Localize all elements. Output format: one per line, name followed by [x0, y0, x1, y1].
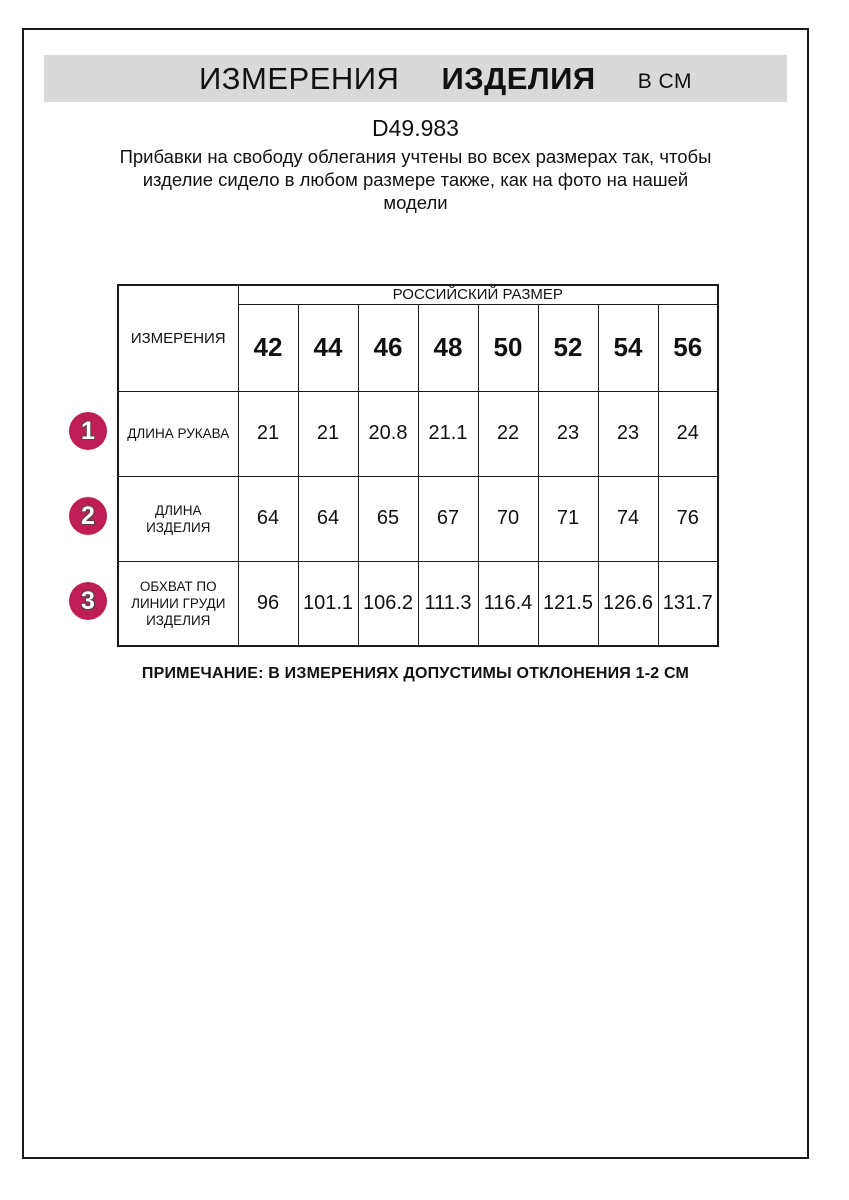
size-header-cell: 48 [418, 304, 478, 391]
size-header-cell: 56 [658, 304, 718, 391]
badge-number: 3 [81, 586, 95, 615]
measurement-value: 106.2 [358, 561, 418, 646]
description-line: Прибавки на свободу облегания учтены во всех размерах так, чтобы [119, 146, 712, 167]
size-table [117, 284, 719, 647]
title-bar [44, 55, 787, 102]
measurement-value: 24 [658, 391, 718, 476]
size-header-cell: 46 [358, 304, 418, 391]
measurement-value: 131.7 [658, 561, 718, 646]
table-header-group-row [118, 285, 718, 304]
measurement-value: 111.3 [418, 561, 478, 646]
size-group-header-cell: РОССИЙСКИЙ РАЗМЕР [238, 285, 718, 304]
measurement-value: 64 [298, 476, 358, 561]
fit-description [24, 145, 807, 214]
measurement-value: 22 [478, 391, 538, 476]
measurement-value: 65 [358, 476, 418, 561]
row-number-badge-2 [69, 497, 107, 535]
measurement-value: 20.8 [358, 391, 418, 476]
size-header-cell: 54 [598, 304, 658, 391]
table-row-item-length [118, 476, 718, 561]
size-table-area [24, 284, 807, 647]
corner-header-cell: ИЗМЕРЕНИЯ [118, 285, 238, 391]
table-row-sleeve-length [118, 391, 718, 476]
model-code: D49.983 [372, 115, 459, 141]
size-header-cell: 42 [238, 304, 298, 391]
measurement-value: 74 [598, 476, 658, 561]
measurement-value: 21 [298, 391, 358, 476]
badge-number: 1 [81, 416, 95, 445]
measurement-value: 70 [478, 476, 538, 561]
row-number-badge-1 [69, 412, 107, 450]
measurement-value: 101.1 [298, 561, 358, 646]
row-number-badge-3 [69, 582, 107, 620]
description-line: модели [383, 192, 448, 213]
page-frame [22, 28, 809, 1159]
description-line: изделие сидело в любом размере также, как на фото на нашей [142, 169, 689, 190]
measurement-value: 67 [418, 476, 478, 561]
title-product: ИЗДЕЛИЯ [441, 60, 596, 96]
measurement-value: 116.4 [478, 561, 538, 646]
size-header-cell: 44 [298, 304, 358, 391]
measurement-value: 23 [538, 391, 598, 476]
measurement-value: 126.6 [598, 561, 658, 646]
measurement-value: 21.1 [418, 391, 478, 476]
measurement-value: 76 [658, 476, 718, 561]
size-header-cell: 52 [538, 304, 598, 391]
row-label: ОБХВАТ ПО ЛИНИИ ГРУДИ ИЗДЕЛИЯ [118, 561, 238, 646]
tolerance-note: ПРИМЕЧАНИЕ: В ИЗМЕРЕНИЯХ ДОПУСТИМЫ ОТКЛОНЕНИЯ 1-2 СМ [141, 665, 690, 682]
measurement-value: 121.5 [538, 561, 598, 646]
row-label: ДЛИНА РУКАВА [118, 391, 238, 476]
measurement-value: 71 [538, 476, 598, 561]
title-units: В СМ [637, 69, 692, 93]
title-measurements: ИЗМЕРЕНИЯ [199, 60, 400, 96]
measurement-value: 64 [238, 476, 298, 561]
measurement-value: 21 [238, 391, 298, 476]
page-title [199, 61, 692, 97]
measurement-value: 96 [238, 561, 298, 646]
measurement-value: 23 [598, 391, 658, 476]
table-row-chest-girth [118, 561, 718, 646]
row-label: ДЛИНА ИЗДЕЛИЯ [118, 476, 238, 561]
badge-number: 2 [81, 501, 95, 530]
size-header-cell: 50 [478, 304, 538, 391]
